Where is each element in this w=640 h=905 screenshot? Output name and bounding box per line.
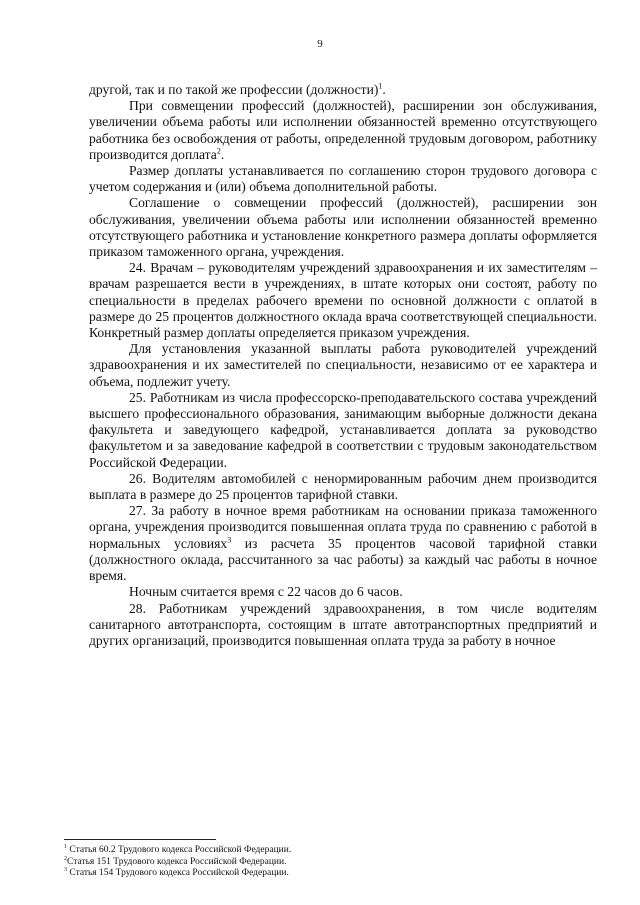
paragraph: Соглашение о совмещении профессий (должностей), расширении зон обслуживания, увеличении объема работы или исполнении обязанностей временно отсутствующего работника и установление конкретного размера доплаты оформляется приказом таможенного органа, учреждения. (89, 195, 597, 260)
paragraph: 27. За работу в ночное время работникам на основании приказа таможенного органа, учреждения производится повышенная оплата труда по сравнению с работой в нормальных условиях$^3$ из расчета 35 процентов часовой тарифной ставки (должностного оклада, рассчитанного за час работы) за каждый час работы в ночное время. (89, 503, 597, 584)
paragraph: Размер доплаты устанавливается по соглашению сторон трудового договора с учетом содержания и (или) объема дополнительной работы. (89, 163, 597, 195)
footnote: $^2$Статья 151 Трудового кодекса Российской Федерации. (64, 855, 287, 867)
footnotes (64, 845, 584, 880)
paragraph: 24. Врачам – руководителям учреждений здравоохранения и их заместителям – врачам разрешается вести в учреждениях, в штате которых они состоят, работу по специальности в пределах рабочего времени по основной должности с оплатой в размере до 25 процентов должностного оклада врача соответствующей специальности. Конкретный размер доплаты определяется приказом учреждения. (89, 260, 597, 341)
footnote-divider (64, 839, 216, 840)
footnote: $^3$ Статья 154 Трудового кодекса Российской Федерации. (64, 866, 289, 878)
paragraph: При совмещении профессий (должностей), расширении зон обслуживания, увеличении объема работы или исполнении обязанностей временно отсутствующего работника без освобождения от работы, определенной трудовым договором, работнику производится доплата$^2$. (89, 98, 597, 162)
footnote: $^1$ Статья 60.2 Трудового кодекса Российской Федерации. (64, 843, 292, 855)
page-number: 9 (317, 38, 323, 50)
document-body (89, 82, 597, 649)
paragraph: Ночным считается время с 22 часов до 6 часов. (129, 584, 403, 600)
paragraph: другой, так и по такой же профессии (должности)$^1$. (89, 81, 386, 97)
footnote-ref: 2 (216, 146, 221, 156)
footnote-ref: 3 (227, 535, 232, 545)
paragraph: 26. Водителям автомобилей с ненормированным рабочим днем производится выплата в размере до 25 процентов тарифной ставки. (89, 470, 597, 503)
paragraph: Для установления указанной выплаты работа руководителей учреждений здравоохранения и их заместителей по специальности, независимо от ее характера и объема, подлежит учету. (89, 341, 597, 389)
paragraph: 25. Работникам из числа профессорско-преподавательского состава учреждений высшего профессионального образования, занимающим выборные должности декана факультета и заведующего кафедрой, устанавливается доплата за руководство факультетом и за заведование кафедрой в соответствии с трудовым законодательством Российской Федерации. (89, 389, 597, 470)
footnote-ref: 1 (378, 81, 383, 91)
paragraph: 28. Работникам учреждений здравоохранения, в том числе водителям санитарного автотранспорта, состоящим в штате автотранспортных предприятий и других организаций, производится повышенная оплата труда за работу в ночное (89, 600, 597, 648)
